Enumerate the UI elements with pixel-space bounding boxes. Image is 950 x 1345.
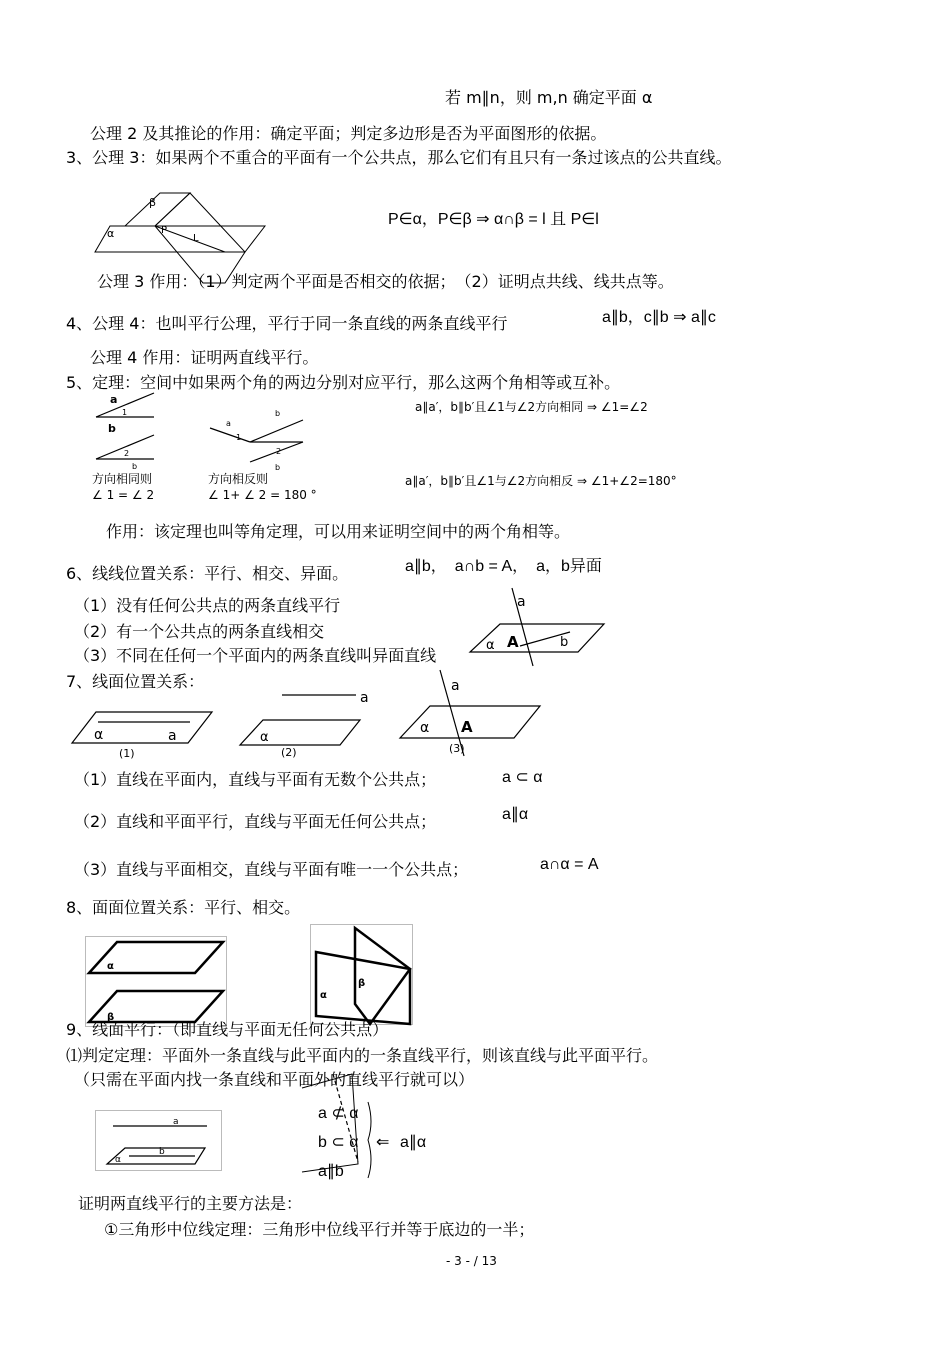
line-parallel-plane-figure	[238, 686, 378, 766]
angle-same-caption: 方向相同则	[92, 472, 153, 486]
intersect-beta-label: β	[358, 978, 366, 989]
line-plane-formula-3: a∩α = A	[540, 856, 599, 873]
fig7-1-alpha: α	[94, 727, 104, 743]
line-line-item-1: （1）没有任何公共点的两条直线平行	[74, 596, 341, 615]
fig7-2-a: a	[360, 690, 369, 706]
axiom3-l-label: L	[193, 233, 199, 244]
axiom3-figure	[95, 188, 295, 283]
fig7-caption-2: (2)	[281, 746, 297, 759]
axiom3-p-label: P	[161, 225, 168, 236]
line-plane-item-3: （3）直线与平面相交，直线与平面有唯一一个公共点；	[74, 860, 469, 879]
fig7-2-alpha: α	[260, 730, 269, 745]
line-plane-judge-theorem: ⑴判定定理：平面外一条直线与此平面内的一条直线平行，则该直线与此平面平行。	[66, 1046, 659, 1065]
line-in-plane-figure	[70, 708, 215, 763]
opp-b2-label: b	[275, 463, 281, 472]
line-plane-item-2: （2）直线和平面平行，直线与平面无任何公共点；	[74, 812, 437, 831]
judge-fig-a: a	[173, 1117, 179, 1127]
judge-fig-alpha: α	[115, 1155, 121, 1165]
skew-lines-figure	[460, 588, 610, 668]
line-line-item-2: （2）有一个公共点的两条直线相交	[74, 622, 325, 641]
fig7-3-alpha: α	[420, 720, 430, 736]
fig7-caption-1: (1)	[119, 747, 135, 760]
axiom4-statement: 4、公理 4：也叫平行公理，平行于同一条直线的两条直线平行	[66, 314, 508, 333]
judge-formula-line3: a∥b	[318, 1163, 344, 1180]
intersect-alpha-label: α	[320, 990, 327, 1001]
judge-fig-b: b	[159, 1147, 165, 1157]
angle-opposite-formula: ∠ 1+ ∠ 2 = 180 °	[208, 488, 317, 502]
opp-angle1-label: 1	[236, 433, 242, 442]
opp-angle2-label: 2	[276, 447, 282, 456]
line-plane-formula-1: a ⊂ α	[502, 769, 543, 786]
angle-opposite-direction-figure	[208, 410, 308, 470]
parallel-planes-figure	[85, 936, 230, 1028]
same-angle2-label: 2	[124, 449, 130, 458]
fig7-1-a: a	[168, 728, 177, 744]
fig7-3-A: A	[461, 718, 473, 736]
angle-opposite-caption: 方向相反则	[208, 472, 269, 486]
same-angle1-label: 1	[122, 408, 128, 417]
page-number: - 3 - / 13	[446, 1254, 497, 1268]
axiom3-beta-label: β	[149, 196, 157, 209]
line-line-item-3: （3）不同在任何一个平面内的两条直线叫异面直线	[74, 646, 437, 665]
line-plane-parallel-title: 9、线面平行：（即直线与平面无任何公共点）	[66, 1020, 389, 1039]
axiom3-alpha-label: α	[107, 227, 115, 240]
intersecting-planes-figure	[310, 924, 415, 1026]
fig7-caption-3: (3)	[449, 742, 465, 755]
skew-A-label: A	[507, 633, 519, 651]
same-a-label: a	[110, 393, 118, 406]
judge-implies-arrow-icon: ⇐	[376, 1134, 390, 1151]
theorem5-statement: 5、定理：空间中如果两个角的两边分别对应平行，那么这两个角相等或互补。	[66, 373, 621, 392]
same-b2-label: b	[132, 462, 138, 471]
line-intersect-plane-figure	[398, 668, 548, 758]
theorem5-formula-same: a∥a′，b∥b′且∠1与∠2方向相同 ⇒ ∠1=∠2	[415, 400, 648, 414]
line-plane-formula-2: a∥α	[502, 806, 529, 823]
skew-a-label: a	[517, 594, 526, 610]
line-line-formula: a∥b， a∩b = A， a，b异面	[405, 558, 602, 575]
opp-b-label: b	[275, 409, 281, 418]
axiom2-use: 公理 2 及其推论的作用：确定平面；判定多边形是否为平面图形的依据。	[90, 124, 607, 143]
fig7-3-a: a	[451, 678, 460, 694]
opp-a-label: a	[226, 419, 231, 428]
judge-formula-result: a∥α	[400, 1134, 427, 1151]
plane-plane-title: 8、面面位置关系：平行、相交。	[66, 898, 301, 917]
parallel-alpha-label: α	[107, 961, 114, 972]
skew-alpha-label: α	[486, 638, 495, 653]
theorem5-use: 作用：该定理也叫等角定理，可以用来证明空间中的两个角相等。	[106, 522, 571, 541]
angle-same-formula: ∠ 1 = ∠ 2	[92, 488, 155, 502]
coplanar-formula: 若 m∥n，则 m,n 确定平面 α	[445, 88, 653, 107]
axiom3-formula: P∈α，P∈β ⇒ α∩β = l 且 P∈l	[388, 211, 599, 228]
skew-b-label: b	[560, 635, 569, 650]
judge-theorem-figure	[95, 1110, 225, 1172]
same-b-label: b	[108, 422, 116, 435]
axiom3-statement: 3、公理 3：如果两个不重合的平面有一个公共点，那么它们有且只有一条过该点的公共直线。	[66, 148, 732, 167]
judge-formula-line2: b ⊂ α	[318, 1134, 359, 1151]
axiom4-formula: a∥b，c∥b ⇒ a∥c	[602, 309, 716, 326]
theorem5-formula-opposite: a∥a′，b∥b′且∠1与∠2方向相反 ⇒ ∠1+∠2=180°	[405, 474, 677, 488]
axiom4-use: 公理 4 作用：证明两直线平行。	[90, 348, 319, 367]
line-plane-note: （只需在平面内找一条直线和平面外的直线平行就可以）	[74, 1070, 475, 1089]
axiom3-use: 公理 3 作用：（1）判定两个平面是否相交的依据； （2）证明点共线、线共点等。	[97, 272, 674, 291]
parallel-beta-label: β	[107, 1012, 115, 1023]
line-line-title: 6、线线位置关系：平行、相交、异面。	[66, 564, 349, 583]
line-plane-title: 7、线面位置关系：	[66, 672, 205, 691]
angle-same-direction-figure	[92, 393, 162, 471]
line-plane-item-1: （1）直线在平面内，直线与平面有无数个公共点；	[74, 770, 437, 789]
proof-methods-title: 证明两直线平行的主要方法是：	[78, 1194, 303, 1213]
proof-method-1: ①三角形中位线定理：三角形中位线平行并等于底边的一半；	[104, 1220, 535, 1239]
judge-formula-line1: a ⊄ α	[318, 1105, 359, 1122]
